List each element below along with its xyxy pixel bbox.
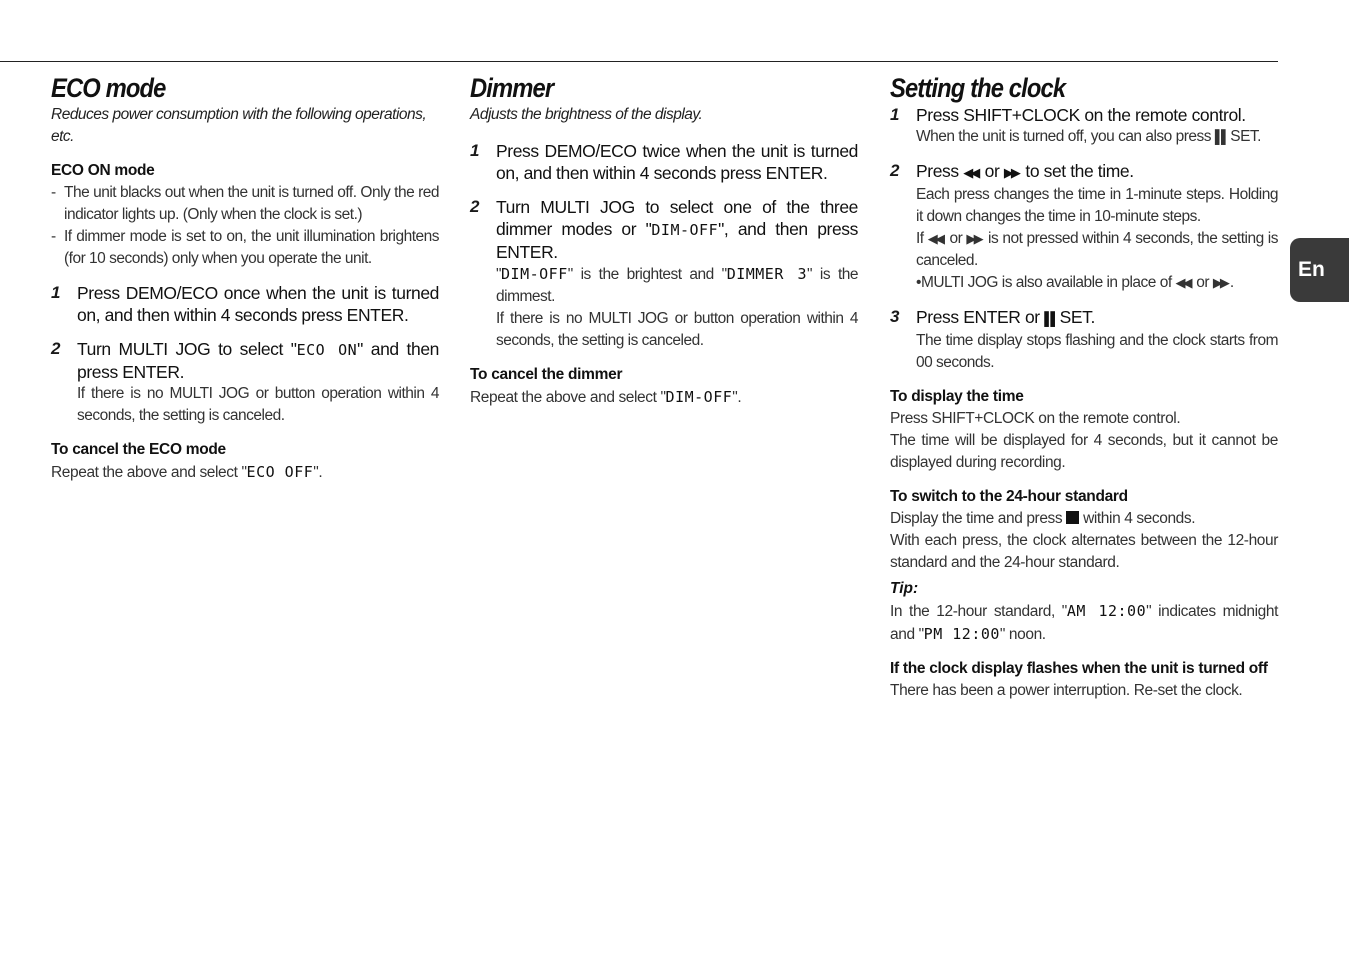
fast-forward-icon: ▶▶ (1003, 165, 1018, 180)
eco-on-item: - The unit blacks out when the unit is turned off. Only the red indicator lights up. (Only when the clock is set.) (51, 182, 439, 226)
switch-24h-heading: To switch to the 24-hour standard (890, 488, 1128, 505)
eco-cancel-heading: To cancel the ECO mode (51, 441, 226, 458)
step-number: 1 (470, 141, 480, 160)
dimmer-cancel-heading: To cancel the dimmer (470, 366, 623, 383)
lcd-text: ECO ON (296, 341, 358, 359)
dimmer-section (470, 72, 858, 409)
switch-24h-text: Display the time and press within 4 seconds. (890, 510, 1196, 527)
lcd-text: ECO OFF (246, 463, 314, 481)
step-text: Turn MULTI JOG to select "ECO ON" and then press ENTER. (77, 339, 439, 382)
step-number: 1 (890, 105, 900, 124)
eco-section (51, 72, 439, 484)
step-number: 2 (51, 339, 61, 358)
step-note: If there is no MULTI JOG or button operation within 4 seconds, the setting is canceled. (77, 385, 439, 424)
display-time-text: The time will be displayed for 4 seconds, but it cannot be displayed during recording. (890, 432, 1278, 471)
step-note: If ◀◀ or ▶▶ is not pressed within 4 seconds, the setting is canceled. (916, 230, 1279, 269)
fast-forward-icon: ▶▶ (1212, 275, 1227, 290)
clock-flash-heading: If the clock display flashes when the unit is turned off (890, 660, 1268, 677)
clock-section (890, 72, 1278, 702)
stop-icon (1066, 511, 1079, 524)
display-time-heading: To display the time (890, 388, 1024, 405)
rewind-icon: ◀◀ (927, 231, 943, 246)
step-number: 2 (470, 197, 480, 216)
lcd-text: DIM-OFF (665, 388, 733, 406)
clock-flash-text: There has been a power interruption. Re-set the clock. (890, 682, 1243, 699)
step-number: 1 (51, 283, 61, 302)
step-note: "DIM-OFF" is the brightest and "DIMMER 3" is the dimmest. (496, 265, 859, 305)
fast-forward-icon: ▶▶ (966, 231, 981, 246)
language-tab: En (1290, 238, 1349, 302)
step-text: Turn MULTI JOG to select one of the three dimmer modes or "DIM-OFF", and then press ENTER. (496, 197, 858, 262)
rewind-icon: ◀◀ (963, 165, 978, 180)
dimmer-title: Dimmer (470, 73, 554, 103)
dimmer-step-2 (470, 196, 858, 352)
clock-step-1 (890, 104, 1278, 148)
lcd-text: DIMMER 3 (726, 265, 808, 283)
step-text: Press SHIFT+CLOCK on the remote control. (916, 105, 1246, 125)
eco-step-1 (51, 282, 439, 326)
lcd-text: DIM-OFF (501, 265, 568, 283)
eco-title: ECO mode (51, 73, 166, 103)
dimmer-cancel-text: Repeat the above and select "DIM-OFF". (470, 388, 742, 406)
eco-cancel-text: Repeat the above and select "ECO OFF". (51, 463, 323, 481)
step-bullet: •MULTI JOG is also available in place of ◀◀ or ▶▶ . (916, 274, 1234, 291)
eco-on-heading: ECO ON mode (51, 162, 155, 179)
step-text: Press ◀◀ or ▶▶ to set the time. (916, 161, 1134, 181)
eco-subtitle: Reduces power consumption with the following operations, etc. (51, 106, 427, 145)
step-text: Press DEMO/ECO twice when the unit is turned on, and then within 4 seconds press ENTER. (496, 141, 858, 183)
lcd-text: PM 12:00 (923, 625, 1000, 643)
dimmer-step-1 (470, 140, 858, 184)
tip-label: Tip: (890, 580, 919, 597)
step-number: 2 (890, 161, 900, 180)
display-time-text: Press SHIFT+CLOCK on the remote control. (890, 410, 1181, 427)
clock-step-3 (890, 306, 1278, 374)
clock-title: Setting the clock (890, 73, 1066, 103)
step-note: The time display stops flashing and the clock starts from 00 seconds. (916, 332, 1278, 371)
eco-step-2 (51, 338, 439, 427)
step-note: If there is no MULTI JOG or button operation within 4 seconds, the setting is canceled. (496, 310, 858, 349)
lcd-text: AM 12:00 (1066, 602, 1147, 620)
pause-icon: ▌▌ (1214, 129, 1228, 144)
lcd-text: DIM-OFF (651, 221, 719, 239)
step-note: Each press changes the time in 1-minute steps. Holding it down changes the time in 10-minute steps. (916, 186, 1278, 225)
top-rule (0, 61, 1278, 62)
step-text: Press ENTER or ▌▌ SET. (916, 307, 1095, 327)
pause-icon: ▌▌ (1044, 311, 1057, 326)
step-note: When the unit is turned off, you can also press ▌▌ SET. (916, 128, 1261, 145)
step-number: 3 (890, 307, 900, 326)
clock-step-2 (890, 160, 1278, 294)
rewind-icon: ◀◀ (1175, 275, 1190, 290)
switch-24h-text: With each press, the clock alternates between the 12-hour standard and the 24-hour standard. (890, 532, 1278, 571)
tip-text: In the 12-hour standard, "AM 12:00" indicates midnight and "PM 12:00" noon. (890, 602, 1278, 643)
step-text: Press DEMO/ECO once when the unit is turned on, and then within 4 seconds press ENTER. (77, 283, 439, 325)
dimmer-subtitle: Adjusts the brightness of the display. (470, 106, 703, 123)
eco-on-item: - If dimmer mode is set to on, the unit illumination brightens (for 10 seconds) only when you operate the unit. (51, 226, 439, 270)
